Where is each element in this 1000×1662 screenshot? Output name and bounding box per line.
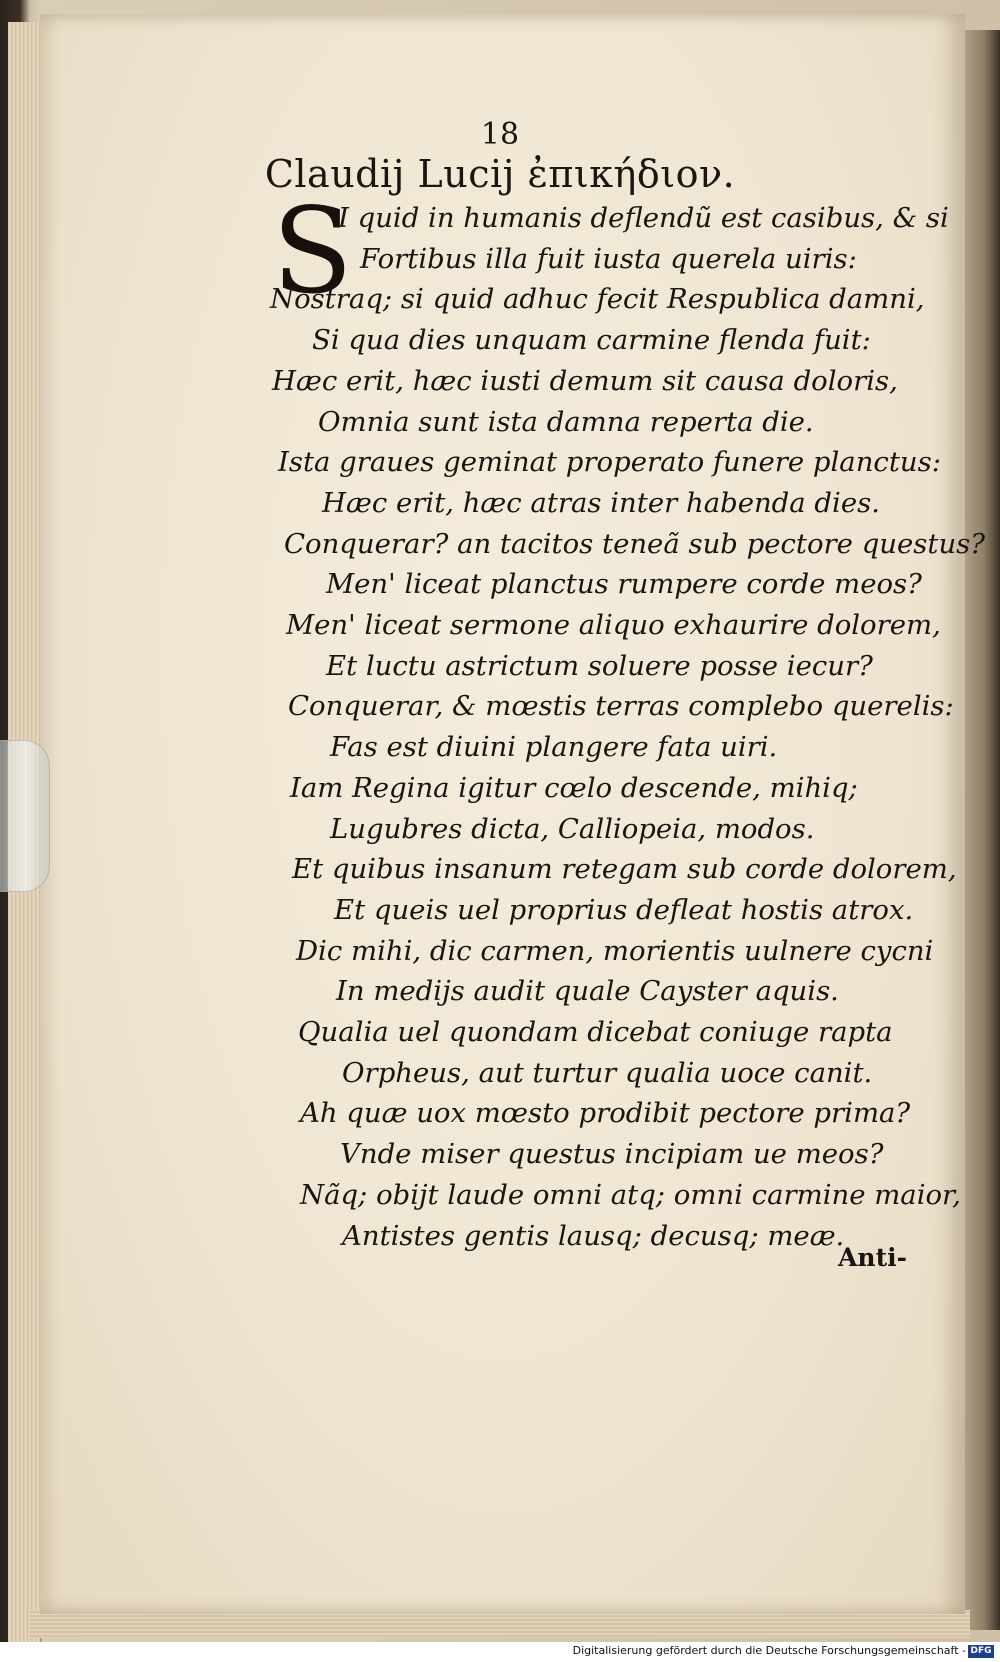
verse-line: Hæc erit, hæc atras inter habenda dies. bbox=[322, 486, 880, 519]
verse-line: Vnde miser questus incipiam ue meos? bbox=[340, 1138, 884, 1171]
verse-line: Orpheus, aut turtur qualia uoce canit. bbox=[342, 1056, 873, 1089]
running-head: Claudij Lucij ἐπικήδιον. bbox=[264, 152, 736, 196]
page-stack-bottom-edge bbox=[30, 1610, 970, 1638]
verse-line: Men' liceat sermone aliquo exhaurire dolorem, bbox=[286, 609, 941, 641]
verse-line: Ista graues geminat properato funere planctus: bbox=[278, 446, 941, 479]
dfg-logo: DFG bbox=[968, 1645, 994, 1658]
verse-line: Si qua dies unquam carmine flenda fuit: bbox=[312, 324, 871, 357]
book-spine-shadow bbox=[960, 30, 1000, 1630]
verse-line: I quid in humanis deflendũ est casibus, & si bbox=[338, 202, 949, 234]
verse-line: Antistes gentis lausq; decusq; meæ. bbox=[342, 1219, 845, 1252]
verse-line: Nostraq; si quid adhuc fecit Respublica damni, bbox=[270, 283, 925, 316]
verse-line: Fas est diuini plangere fata uiri. bbox=[330, 731, 778, 764]
verse-line: Ah quæ uox mœsto prodibit pectore prima? bbox=[300, 1097, 911, 1130]
verse-line: Dic mihi, dic carmen, morientis uulnere cycni bbox=[296, 934, 934, 967]
digitization-footer bbox=[0, 1642, 1000, 1662]
verse-line: Et luctu astrictum soluere posse iecur? bbox=[326, 649, 873, 682]
footer-credit: Digitalisierung gefördert durch die Deutsche Forschungsgemeinschaft - bbox=[572, 1644, 966, 1657]
verse-line: Conquerar, & mœstis terras complebo querelis: bbox=[288, 690, 954, 723]
verse-line: Et quibus insanum retegam sub corde dolorem, bbox=[292, 853, 957, 886]
verse-line: Conquerar? an tacitos teneã sub pectore questus? bbox=[284, 527, 986, 560]
verse-line: Qualia uel quondam dicebat coniuge rapta bbox=[298, 1016, 893, 1048]
verse-line: Lugubres dicta, Calliopeia, modos. bbox=[330, 812, 815, 845]
verse-line: Iam Regina igitur cœlo descende, mihiq; bbox=[290, 771, 858, 804]
verse-line: Hæc erit, hæc iusti demum sit causa doloris, bbox=[272, 364, 898, 397]
page-clip bbox=[0, 740, 50, 892]
catchword: Anti- bbox=[838, 1243, 907, 1272]
verse-line: In medijs audit quale Cayster aquis. bbox=[336, 975, 839, 1008]
drop-cap: S bbox=[272, 182, 353, 320]
page-number: 18 bbox=[480, 117, 520, 152]
verse-line: Et queis uel proprius defleat hostis atrox. bbox=[334, 893, 914, 926]
verse-line: Nãq; obijt laude omni atq; omni carmine maior, bbox=[300, 1178, 961, 1211]
verse-line: Fortibus illa fuit iusta querela uiris: bbox=[360, 242, 857, 275]
verse-line: Omnia sunt ista damna reperta die. bbox=[318, 405, 814, 438]
verse-line: Men' liceat planctus rumpere corde meos? bbox=[326, 568, 922, 601]
